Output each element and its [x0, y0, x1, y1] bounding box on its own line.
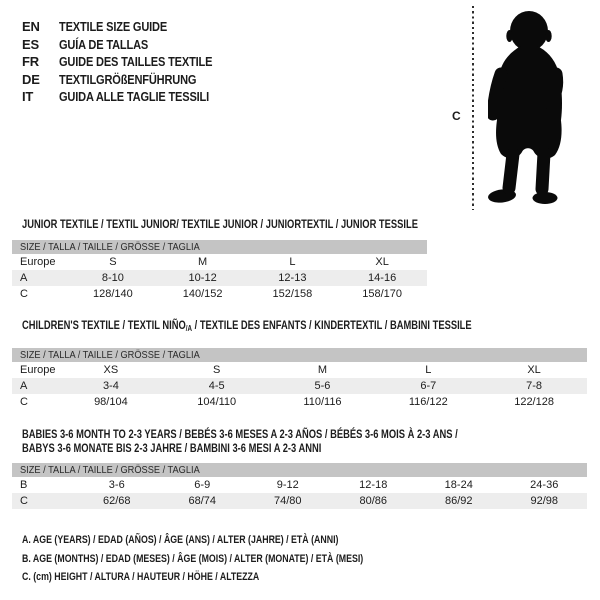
babies-size-table	[12, 463, 587, 509]
age-cell: 8-10	[101, 272, 124, 284]
size-cell: S	[109, 256, 117, 268]
height-cell: 122/128	[514, 396, 554, 408]
size-header-text: SIZE / TALLA / TAILLE / GRÖSSE / TAGLIA	[20, 349, 200, 361]
children-size-table	[12, 348, 587, 410]
size-cell: L	[425, 364, 432, 376]
size-cell: M	[317, 364, 328, 376]
age-cell: 24-36	[530, 479, 559, 491]
age-cell: 6-9	[194, 479, 211, 491]
size-cell: XL	[375, 256, 389, 268]
age-cell: 14-16	[368, 272, 397, 284]
height-cell: 80/86	[359, 495, 388, 507]
language-code: DE	[22, 71, 40, 87]
height-cell: 158/170	[362, 288, 402, 300]
children-title-pre: CHILDREN'S TEXTILE / TEXTIL NIÑO	[22, 318, 186, 332]
children-title-post: / TEXTILE DES ENFANTS / KINDERTEXTIL / BAMBINI TESSILE	[192, 318, 472, 332]
row-label: C	[20, 396, 28, 408]
height-cell: 68/74	[188, 495, 217, 507]
size-cell: M	[198, 256, 208, 268]
language-code: EN	[22, 19, 40, 35]
age-cell: 3-6	[108, 479, 125, 491]
language-row	[22, 71, 239, 89]
language-code: FR	[22, 54, 39, 70]
height-measure-dotted-line	[472, 6, 474, 210]
children-section-title	[22, 319, 598, 335]
age-cell: 3-4	[102, 380, 119, 392]
language-code: ES	[22, 36, 39, 52]
language-row	[22, 36, 239, 54]
height-cell: 152/158	[272, 288, 313, 300]
age-cell: 10-12	[188, 272, 217, 284]
height-cell: 74/80	[273, 495, 302, 507]
height-cell: 104/110	[197, 396, 237, 408]
age-cell: 9-12	[276, 479, 299, 491]
language-row	[22, 18, 239, 36]
guide-title: GUIDE DES TAILLES TEXTILE	[59, 54, 213, 70]
legend-footnotes	[22, 531, 449, 587]
guide-title: GUÍA DE TALLAS	[59, 36, 149, 52]
language-code: IT	[22, 89, 34, 105]
row-label: A	[20, 380, 28, 392]
guide-title: TEXTILGRÖßENFÜHRUNG	[59, 71, 197, 87]
size-cell: S	[213, 364, 221, 376]
row-label: C	[20, 495, 28, 507]
size-cell: XL	[527, 364, 541, 376]
size-header-text: SIZE / TALLA / TAILLE / GRÖSSE / TAGLIA	[20, 464, 200, 476]
footnote-c	[22, 568, 449, 587]
table-row	[12, 378, 587, 394]
table-row	[12, 286, 427, 302]
height-cell: 62/68	[102, 495, 131, 507]
footnote-b-text: B. AGE (MONTHS) / EDAD (MESES) / ÂGE (MOIS) / ALTER (MONATE) / ETÀ (MESI)	[22, 552, 364, 565]
age-cell: 7-8	[526, 380, 543, 392]
age-cell: 12-18	[359, 479, 388, 491]
size-header-bar	[12, 348, 587, 362]
language-title-list	[22, 18, 239, 106]
age-cell: 12-13	[278, 272, 307, 284]
size-header-bar	[12, 463, 587, 477]
height-cell: 128/140	[92, 288, 133, 300]
footnote-a	[22, 531, 449, 550]
footnote-a-text: A. AGE (YEARS) / EDAD (AÑOS) / ÂGE (ANS) / ALTER (JAHRE) / ETÀ (ANNI)	[22, 534, 339, 547]
table-row	[12, 362, 587, 378]
height-cell: 92/98	[530, 495, 559, 507]
age-cell: 4-5	[208, 380, 225, 392]
age-cell: 18-24	[444, 479, 473, 491]
row-label: Europe	[20, 256, 56, 268]
row-label: A	[20, 272, 28, 284]
table-row	[12, 254, 427, 270]
footnote-c-text: C. (cm) HEIGHT / ALTURA / HAUTEUR / HÖHE / ALTEZZA	[22, 571, 260, 584]
row-label: C	[20, 288, 28, 300]
baby-silhouette-icon	[488, 8, 570, 207]
babies-section-title	[22, 427, 581, 455]
table-row	[12, 493, 587, 509]
junior-section-title	[22, 218, 530, 231]
language-row	[22, 53, 239, 71]
age-cell: 6-7	[420, 380, 437, 392]
height-cell: 116/122	[408, 396, 448, 408]
guide-title: GUIDA ALLE TAGLIE TESSILI	[59, 89, 210, 105]
table-row	[12, 394, 587, 410]
row-label: Europe	[20, 364, 56, 376]
age-cell: 5-6	[314, 380, 331, 392]
children-section-title-text	[22, 319, 472, 335]
junior-section-title-text: JUNIOR TEXTILE / TEXTIL JUNIOR/ TEXTILE JUNIOR / JUNIORTEXTIL / JUNIOR TESSILE	[22, 217, 418, 231]
height-cell: 86/92	[444, 495, 473, 507]
guide-title: TEXTILE SIZE GUIDE	[59, 19, 168, 35]
junior-size-table	[12, 240, 427, 302]
language-row	[22, 88, 239, 106]
table-row	[12, 270, 427, 286]
babies-title-line1: BABIES 3-6 MONTH TO 2-3 YEARS / BEBÉS 3-6 MESES A 2-3 AÑOS / BÉBÉS 3-6 MOIS À 2-3 ANS /	[22, 427, 458, 441]
height-cell: 140/152	[182, 288, 223, 300]
table-row	[12, 477, 587, 493]
footnote-b	[22, 550, 449, 569]
size-header-text: SIZE / TALLA / TAILLE / GRÖSSE / TAGLIA	[20, 241, 200, 253]
size-cell: XS	[103, 364, 119, 376]
height-cell: 110/116	[303, 396, 342, 408]
height-measure-label: C	[452, 109, 461, 123]
babies-title-line2: BABYS 3-6 MONATE BIS 2-3 JAHRE / BAMBINI 3-6 MESI A 2-3 ANNI	[22, 441, 322, 455]
size-cell: L	[289, 256, 296, 268]
size-header-bar	[12, 240, 427, 254]
row-label: B	[20, 479, 28, 491]
height-cell: 98/104	[94, 396, 128, 408]
children-title-subscript: /A	[185, 324, 193, 333]
